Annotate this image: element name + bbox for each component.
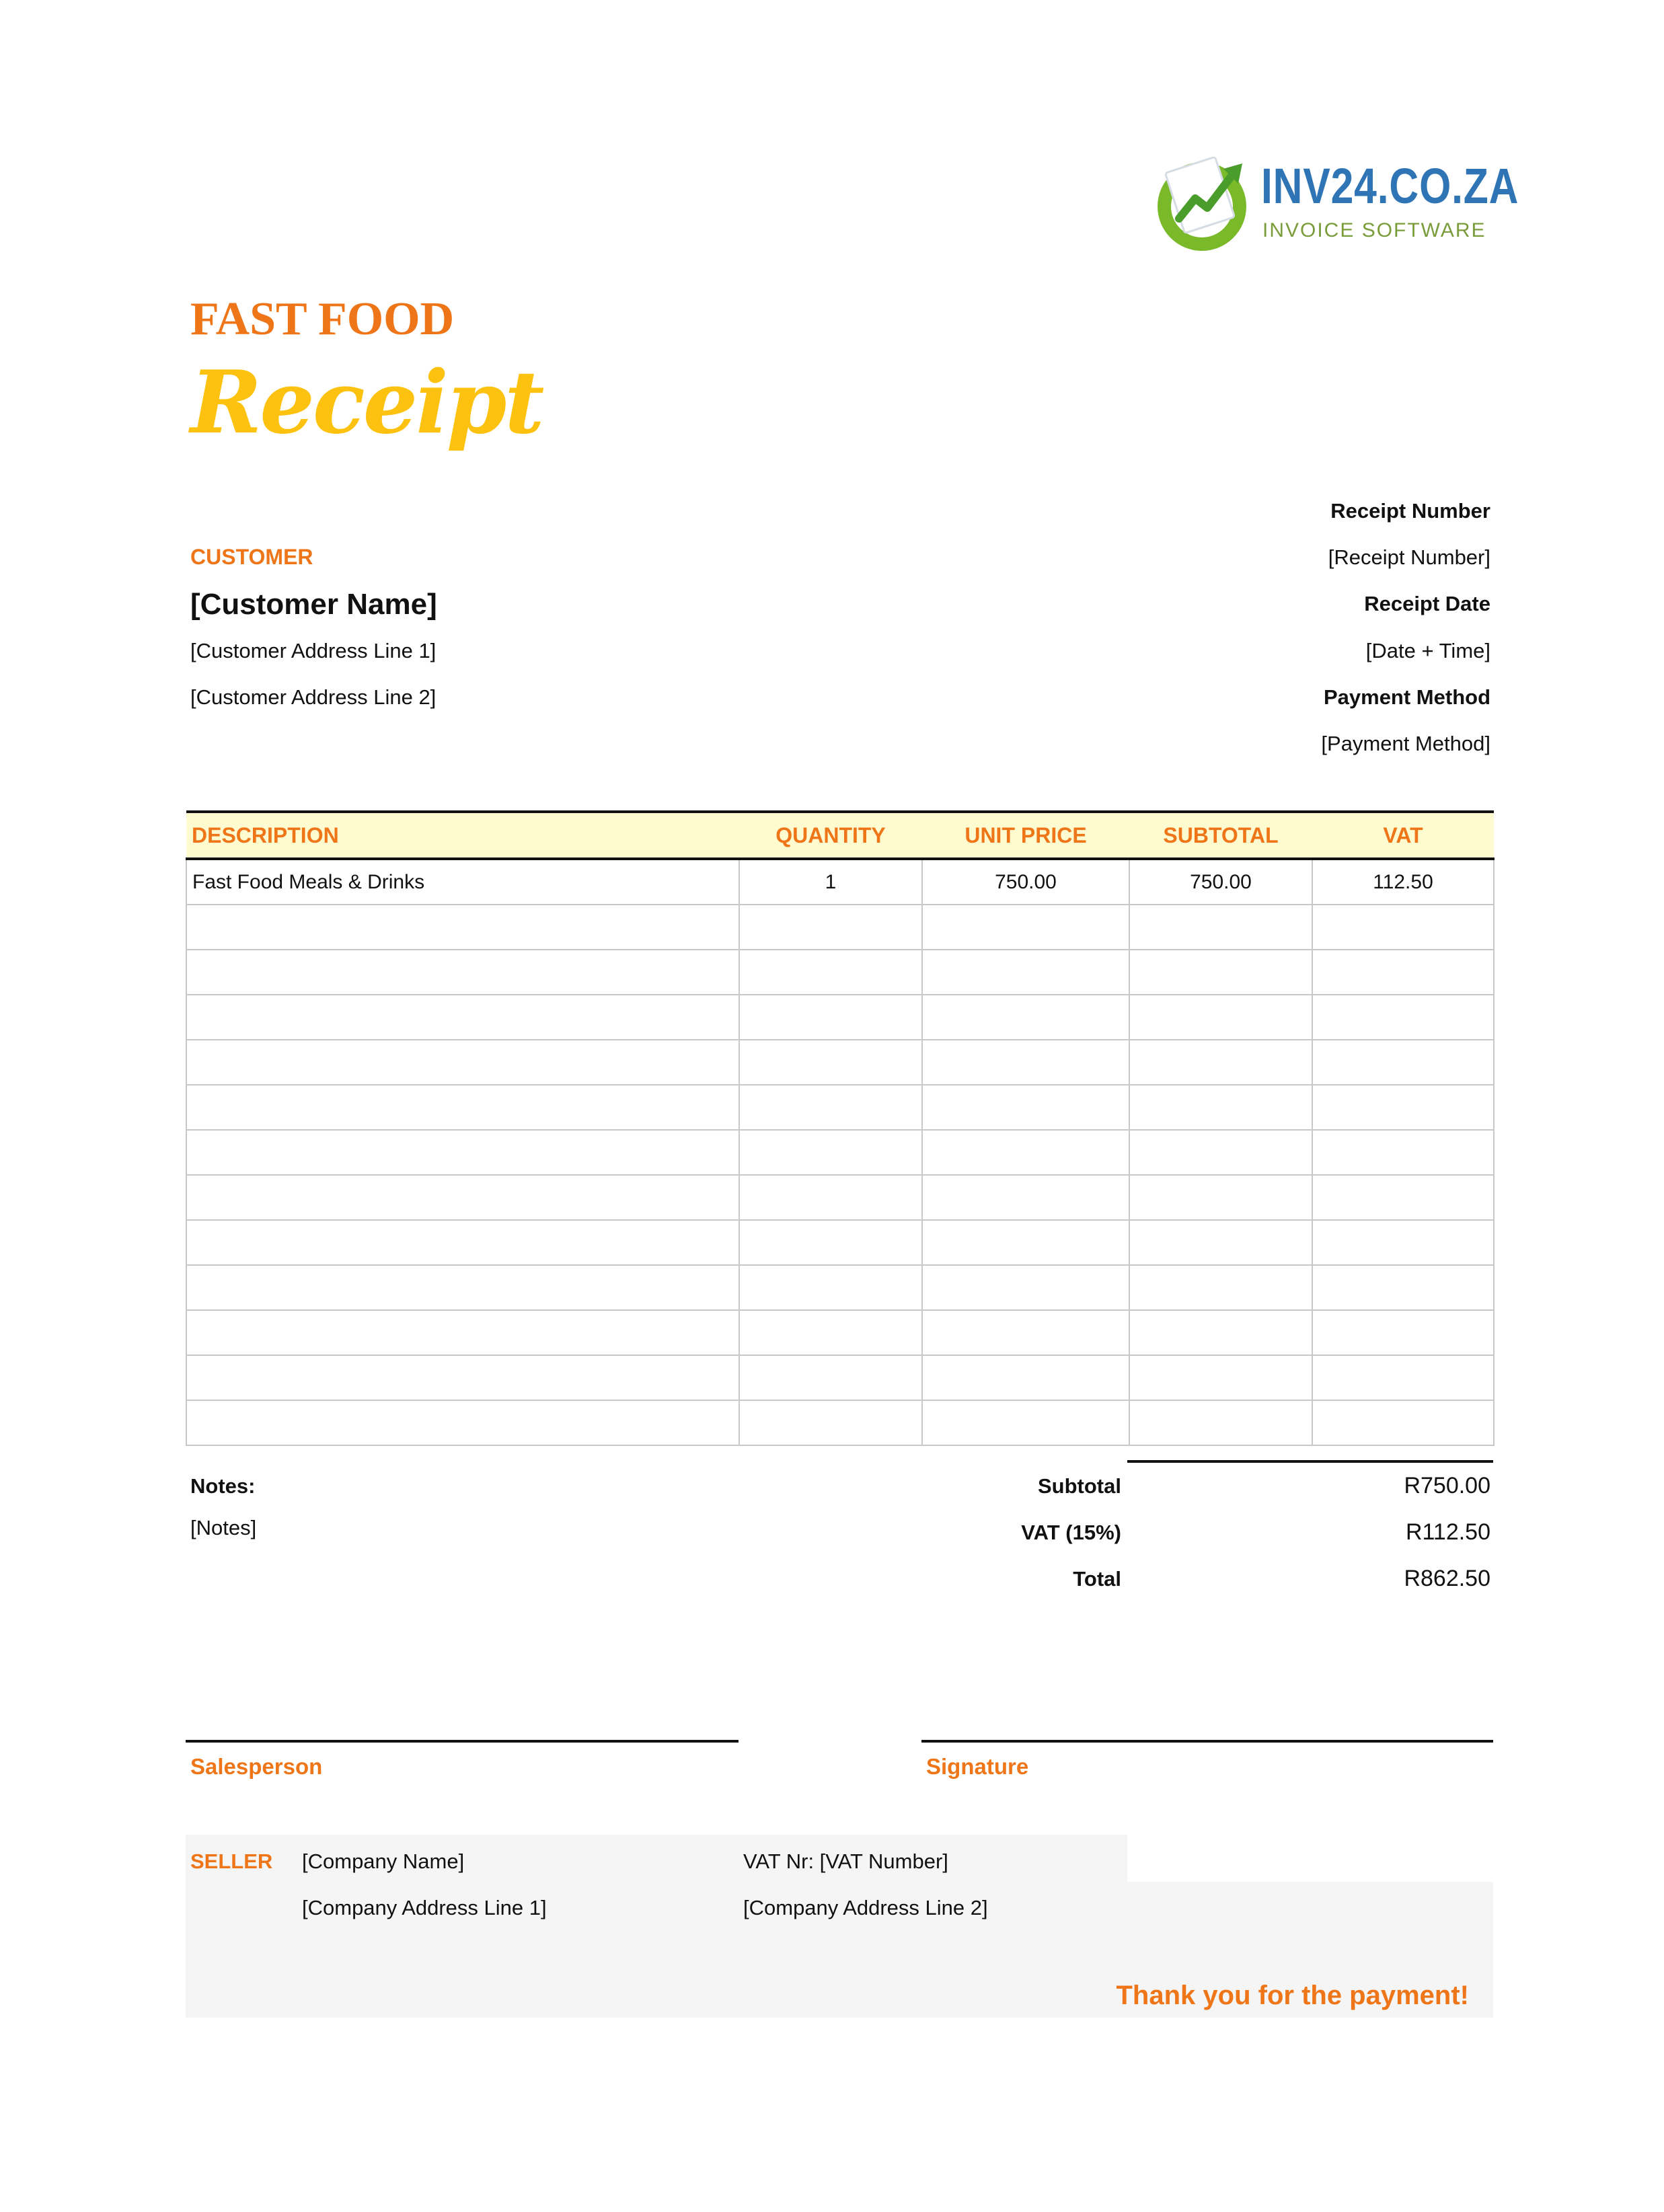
subtotal-cell [1129, 1220, 1312, 1265]
total-value: R862.50 [1404, 1566, 1490, 1591]
vat-cell [1312, 905, 1494, 950]
unit-price-cell [922, 1220, 1129, 1265]
quantity-cell [739, 1175, 922, 1220]
subtotal-cell [1129, 1355, 1312, 1400]
subtotal-label: Subtotal [1038, 1474, 1121, 1498]
quantity-cell [739, 905, 922, 950]
unit-price-cell [922, 1040, 1129, 1085]
unit-price-cell [922, 905, 1129, 950]
subtotal-cell [1129, 1130, 1312, 1175]
vat-cell [1312, 1310, 1494, 1355]
signature-line [921, 1740, 1493, 1743]
table-row [186, 995, 1494, 1040]
table-row [186, 1220, 1494, 1265]
description-cell: Fast Food Meals & Drinks [186, 859, 739, 905]
col-header-description: DESCRIPTION [186, 812, 739, 859]
vat-cell [1312, 1175, 1494, 1220]
seller-vat-number: VAT Nr: [VAT Number] [743, 1849, 948, 1873]
description-cell [186, 1040, 739, 1085]
payment-method-value: [Payment Method] [1321, 732, 1490, 755]
customer-address-line1: [Customer Address Line 1] [190, 639, 437, 662]
notes-label: Notes: [190, 1474, 256, 1498]
table-row [186, 905, 1494, 950]
table-row [186, 1400, 1494, 1445]
table-row [186, 1040, 1494, 1085]
vat-cell [1312, 995, 1494, 1040]
subtotal-cell [1129, 1085, 1312, 1130]
description-cell [186, 1265, 739, 1310]
vat-cell: 112.50 [1312, 859, 1494, 905]
customer-name: [Customer Name] [190, 588, 437, 621]
col-header-subtotal: SUBTOTAL [1129, 812, 1312, 859]
receipt-title-line1: FAST FOOD [190, 293, 455, 345]
receipt-date-label: Receipt Date [1364, 592, 1490, 615]
description-cell [186, 1220, 739, 1265]
salesperson-line [186, 1740, 739, 1743]
description-cell [186, 1130, 739, 1175]
customer-label: CUSTOMER [190, 545, 313, 569]
unit-price-cell [922, 950, 1129, 995]
table-row [186, 1085, 1494, 1130]
subtotal-cell [1129, 1265, 1312, 1310]
receipt-date-value: [Date + Time] [1365, 639, 1490, 662]
vat-cell [1312, 1400, 1494, 1445]
vat-cell [1312, 1220, 1494, 1265]
logo-tagline: INVOICE SOFTWARE [1262, 219, 1486, 241]
table-row [186, 1130, 1494, 1175]
subtotal-cell [1129, 1310, 1312, 1355]
table-row [186, 859, 1494, 905]
totals-divider [1127, 1460, 1493, 1463]
table-header-row [186, 812, 1494, 859]
description-cell [186, 995, 739, 1040]
receipt-title-line2: Receipt [190, 352, 543, 453]
thank-you-message: Thank you for the payment! [1116, 1981, 1469, 2010]
notes-value: [Notes] [190, 1516, 257, 1539]
unit-price-cell [922, 1175, 1129, 1220]
quantity-cell [739, 1220, 922, 1265]
logo-name: INV24.CO.ZA [1261, 158, 1519, 214]
description-cell [186, 1175, 739, 1220]
receipt-number-label: Receipt Number [1330, 499, 1490, 523]
customer-address-line2: [Customer Address Line 2] [190, 685, 437, 709]
seller-box-notch [1127, 1835, 1493, 1882]
total-label: Total [1073, 1567, 1121, 1591]
subtotal-cell [1129, 1400, 1312, 1445]
unit-price-cell: 750.00 [922, 859, 1129, 905]
signature-label: Signature [926, 1754, 1029, 1779]
vat-cell [1312, 1040, 1494, 1085]
quantity-cell [739, 1085, 922, 1130]
subtotal-cell [1129, 995, 1312, 1040]
payment-method-label: Payment Method [1323, 685, 1490, 709]
quantity-cell [739, 1355, 922, 1400]
seller-address-line1: [Company Address Line 1] [302, 1896, 547, 1919]
table-row [186, 1310, 1494, 1355]
table-row [186, 1175, 1494, 1220]
unit-price-cell [922, 1310, 1129, 1355]
description-cell [186, 950, 739, 995]
subtotal-cell: 750.00 [1129, 859, 1312, 905]
quantity-cell [739, 1130, 922, 1175]
vat-value: R112.50 [1405, 1519, 1490, 1545]
description-cell [186, 905, 739, 950]
description-cell [186, 1400, 739, 1445]
unit-price-cell [922, 1265, 1129, 1310]
receipt-number-value: [Receipt Number] [1328, 545, 1490, 569]
vat-cell [1312, 1265, 1494, 1310]
vat-cell [1312, 1355, 1494, 1400]
subtotal-value: R750.00 [1404, 1473, 1490, 1498]
description-cell [186, 1310, 739, 1355]
subtotal-cell [1129, 905, 1312, 950]
subtotal-cell [1129, 1175, 1312, 1220]
unit-price-cell [922, 1085, 1129, 1130]
col-header-unit-price: UNIT PRICE [922, 812, 1129, 859]
seller-label: SELLER [190, 1849, 273, 1873]
unit-price-cell [922, 1355, 1129, 1400]
quantity-cell [739, 995, 922, 1040]
unit-price-cell [922, 995, 1129, 1040]
subtotal-cell [1129, 950, 1312, 995]
unit-price-cell [922, 1400, 1129, 1445]
vat-label: VAT (15%) [1021, 1521, 1121, 1544]
seller-company-name: [Company Name] [302, 1849, 465, 1873]
items-table [186, 810, 1495, 1446]
company-logo [1154, 151, 1254, 252]
quantity-cell [739, 1040, 922, 1085]
unit-price-cell [922, 1130, 1129, 1175]
quantity-cell [739, 1400, 922, 1445]
salesperson-label: Salesperson [190, 1754, 323, 1779]
vat-cell [1312, 1085, 1494, 1130]
table-row [186, 1265, 1494, 1310]
col-header-quantity: QUANTITY [739, 812, 922, 859]
quantity-cell [739, 950, 922, 995]
quantity-cell [739, 1265, 922, 1310]
quantity-cell [739, 1310, 922, 1355]
table-row [186, 950, 1494, 995]
table-row [186, 1355, 1494, 1400]
seller-address-line2: [Company Address Line 2] [743, 1896, 988, 1919]
description-cell [186, 1085, 739, 1130]
vat-cell [1312, 950, 1494, 995]
quantity-cell: 1 [739, 859, 922, 905]
subtotal-cell [1129, 1040, 1312, 1085]
col-header-vat: VAT [1312, 812, 1494, 859]
logo-emblem-icon [1154, 151, 1254, 252]
description-cell [186, 1355, 739, 1400]
vat-cell [1312, 1130, 1494, 1175]
